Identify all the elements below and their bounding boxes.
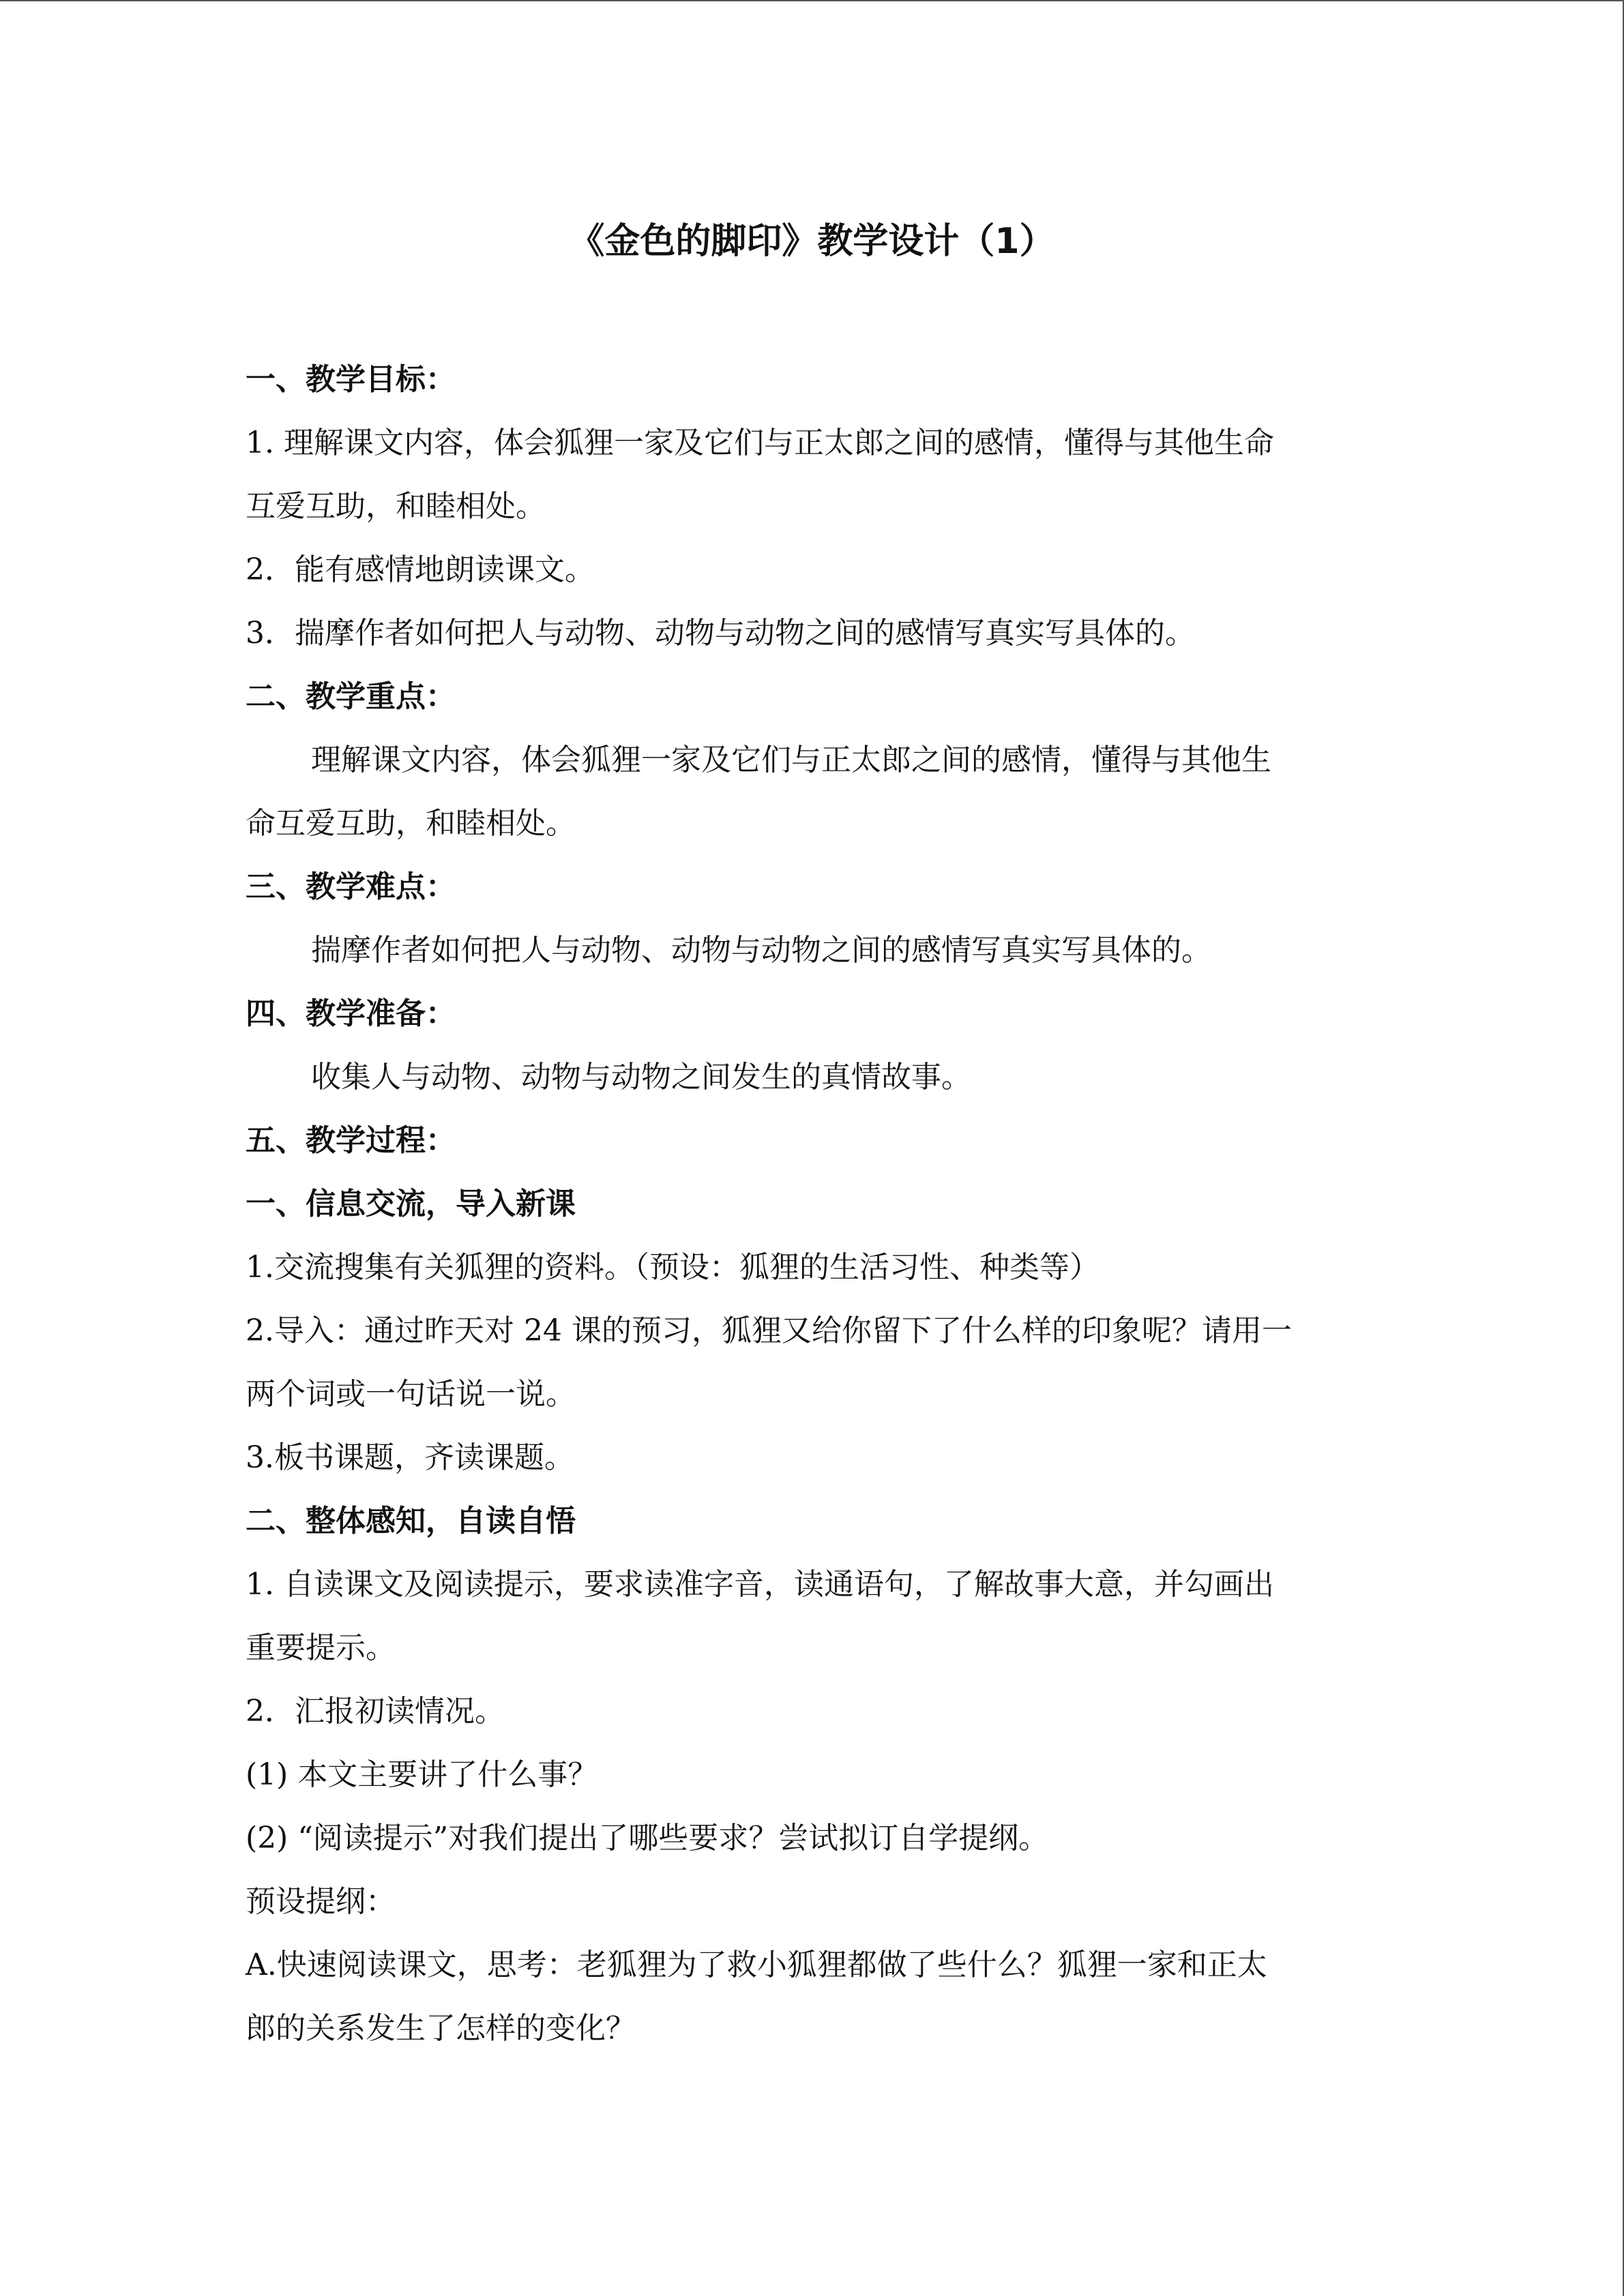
- paragraph-line: 1.交流搜集有关狐狸的资料。（预设：狐狸的生活习性、种类等）: [246, 1250, 1099, 1285]
- section-heading: 五、教学过程：: [246, 1123, 456, 1158]
- paragraph-line: 两个词或一句话说一说。: [246, 1377, 576, 1412]
- section-heading: 一、教学目标：: [246, 362, 456, 397]
- paragraph-line: 3．揣摩作者如何把人与动物、动物与动物之间的感情写真实写具体的。: [246, 616, 1195, 651]
- section-heading: 一、信息交流，导入新课: [246, 1187, 576, 1221]
- paragraph-line: 1. 自读课文及阅读提示，要求读准字音，读通语句，了解故事大意，并勾画出: [246, 1567, 1274, 1602]
- paragraph-line: 收集人与动物、动物与动物之间发生的真情故事。: [311, 1060, 971, 1094]
- paragraph-line: (2) “阅读提示”对我们提出了哪些要求？尝试拟订自学提纲。: [246, 1821, 1049, 1855]
- document-body: [246, 348, 1385, 2060]
- paragraph-line: 1. 理解课文内容，体会狐狸一家及它们与正太郎之间的感情，懂得与其他生命: [246, 426, 1274, 460]
- paragraph-line: (1) 本文主要讲了什么事？: [246, 1757, 598, 1792]
- paragraph-line: 2．能有感情地朗读课文。: [246, 552, 595, 587]
- paragraph-line: 理解课文内容，体会狐狸一家及它们与正太郎之间的感情，懂得与其他生: [311, 743, 1271, 777]
- section-heading: 四、教学准备：: [246, 996, 456, 1031]
- paragraph-line: 郎的关系发生了怎样的变化？: [246, 2011, 636, 2046]
- section-heading: 二、整体感知，自读自悟: [246, 1504, 576, 1538]
- paragraph-line: 3.板书课题，齐读课题。: [246, 1440, 574, 1475]
- section-heading: 二、教学重点：: [246, 679, 456, 714]
- paragraph-line: 互爱互助，和睦相处。: [246, 489, 546, 524]
- paragraph-line: 重要提示。: [246, 1630, 396, 1665]
- section-heading: 三、教学难点：: [246, 869, 456, 904]
- paragraph-line: 2.导入：通过昨天对 24 课的预习，狐狸又给你留下了什么样的印象呢？请用一: [246, 1313, 1292, 1348]
- paragraph-line: 预设提纲：: [246, 1884, 396, 1919]
- paragraph-line: 命互爱互助，和睦相处。: [246, 806, 576, 841]
- paragraph-line: 2．汇报初读情况。: [246, 1694, 505, 1729]
- document-title: 《金色的脚印》教学设计（1）: [569, 221, 1055, 262]
- paragraph-line: 揣摩作者如何把人与动物、动物与动物之间的感情写真实写具体的。: [311, 933, 1211, 968]
- paragraph-line: A.快速阅读课文，思考：老狐狸为了救小狐狸都做了些什么？狐狸一家和正太: [246, 1948, 1267, 1982]
